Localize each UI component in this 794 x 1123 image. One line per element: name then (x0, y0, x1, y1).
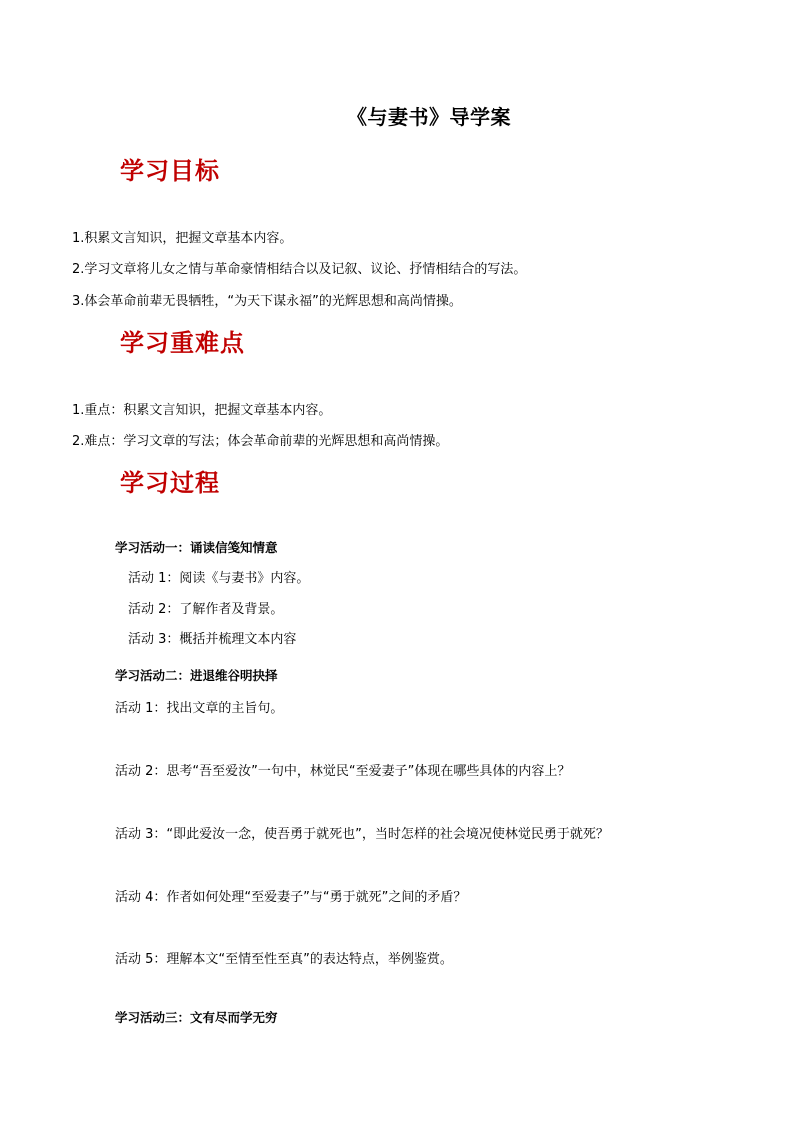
activity-two-task: 活动 1：找出文章的主旨句。 (115, 701, 284, 716)
activity-one-item: 活动 3：概括并梳理文本内容 (128, 632, 297, 647)
activity-three-title: 学习活动三：文有尽而学无穷 (115, 1010, 278, 1025)
document-title: 《与妻书》导学案 (347, 105, 511, 129)
key-point-item: 1.重点：积累文言知识，把握文章基本内容。 (72, 403, 332, 418)
activity-one-item: 活动 2：了解作者及背景。 (128, 602, 284, 617)
activity-two-title: 学习活动二：进退维谷明抉择 (115, 668, 278, 683)
objective-item: 2.学习文章将儿女之情与革命豪情相结合以及记叙、议论、抒情相结合的写法。 (72, 262, 527, 277)
key-points-heading: 学习重难点 (120, 329, 245, 357)
objectives-heading: 学习目标 (120, 157, 220, 185)
process-heading: 学习过程 (120, 469, 220, 497)
activity-two-task: 活动 3：“即此爱汝一念，使吾勇于就死也”，当时怎样的社会境况使林觉民勇于就死？ (115, 827, 609, 842)
activity-two-task: 活动 2：思考“吾至爱汝”一句中，林觉民“至爱妻子”体现在哪些具体的内容上？ (115, 764, 571, 779)
activity-two-task: 活动 5：理解本文“至情至性至真”的表达特点，举例鉴赏。 (115, 952, 453, 967)
activity-one-title: 学习活动一：诵读信笺知情意 (115, 540, 278, 555)
key-point-item: 2.难点：学习文章的写法；体会革命前辈的光辉思想和高尚情操。 (72, 434, 449, 449)
activity-two-task: 活动 4：作者如何处理“至爱妻子”与“勇于就死”之间的矛盾？ (115, 890, 467, 905)
objective-item: 1.积累文言知识，把握文章基本内容。 (72, 231, 293, 246)
activity-one-item: 活动 1：阅读《与妻书》内容。 (128, 571, 310, 586)
objective-item: 3.体会革命前辈无畏牺牲，“为天下谋永福”的光辉思想和高尚情操。 (72, 294, 462, 309)
